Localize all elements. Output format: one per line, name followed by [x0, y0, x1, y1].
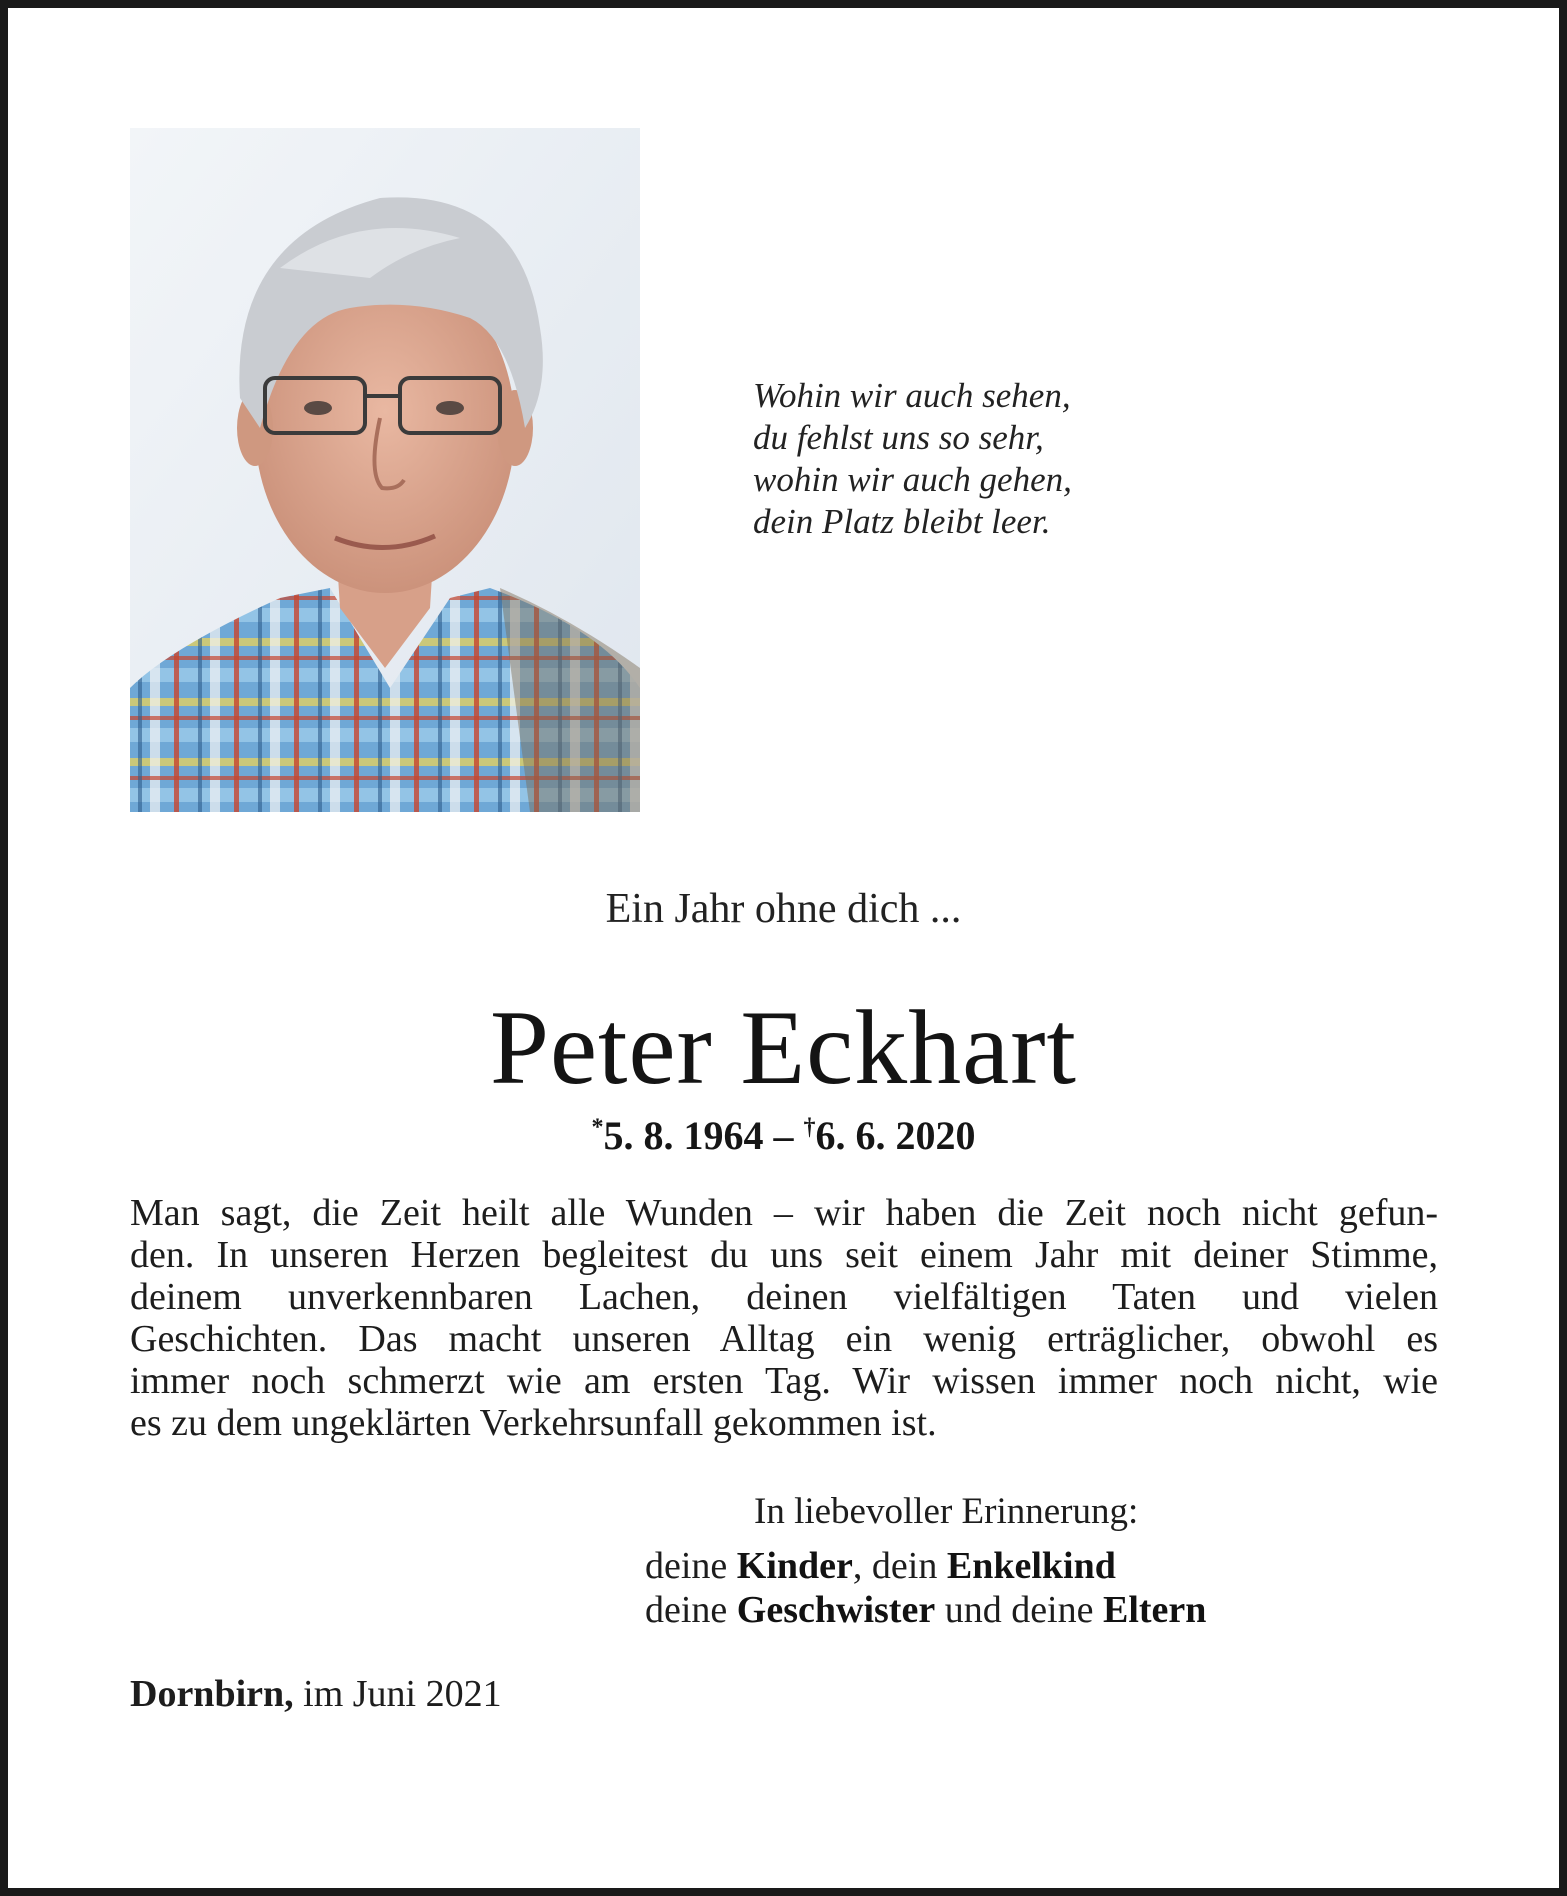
family-signature	[645, 1544, 1206, 1632]
death-date: 6. 6. 2020	[815, 1113, 976, 1158]
family-grandchild: Enkelkind	[946, 1545, 1116, 1587]
family-text: und deine	[935, 1589, 1103, 1631]
date-separator: –	[763, 1113, 804, 1158]
memorial-text	[130, 1192, 1438, 1444]
poem-line: du fehlst uns so sehr,	[753, 418, 1044, 457]
family-text: deine	[645, 1545, 737, 1587]
text-line: deinem unverkennbaren Lachen, deinen vielfältigen Taten und vielen	[130, 1276, 1438, 1318]
life-dates	[0, 1112, 1567, 1159]
poem-line: Wohin wir auch sehen,	[753, 376, 1071, 415]
text-line: es zu dem ungeklärten Verkehrsunfall gekommen ist.	[130, 1402, 937, 1444]
text-line: Geschichten. Das macht unseren Alltag ein wenig erträglicher, obwohl es	[130, 1318, 1438, 1360]
family-parents: Eltern	[1102, 1589, 1207, 1631]
family-text: , dein	[852, 1545, 947, 1587]
birth-date: 5. 8. 1964	[603, 1113, 764, 1158]
poem-line: dein Platz bleibt leer.	[753, 502, 1051, 541]
family-children: Kinder	[736, 1545, 853, 1587]
place-date	[130, 1672, 502, 1716]
text-line: Man sagt, die Zeit heilt alle Wunden – wir haben die Zeit noch nicht gefun-	[130, 1192, 1438, 1234]
family-line-1	[645, 1544, 1206, 1588]
family-line-2	[645, 1588, 1206, 1632]
intro-heading: Ein Jahr ohne dich ...	[605, 886, 962, 932]
poem-line: wohin wir auch gehen,	[753, 460, 1072, 499]
portrait-icon	[130, 128, 640, 812]
text-line: den. In unseren Herzen begleitest du uns seit einem Jahr mit deiner Stimme,	[130, 1234, 1438, 1276]
portrait-photo	[130, 128, 640, 812]
death-symbol: †	[803, 1114, 816, 1141]
publish-date: im Juni 2021	[293, 1673, 502, 1715]
remembrance-line: In liebevoller Erinnerung:	[754, 1491, 1139, 1532]
deceased-name: Peter Eckhart	[490, 989, 1077, 1106]
text-line: immer noch schmerzt wie am ersten Tag. Wir wissen immer noch nicht, wie	[130, 1360, 1438, 1402]
city: Dornbirn,	[130, 1673, 294, 1715]
family-text: deine	[645, 1589, 737, 1631]
birth-symbol: *	[591, 1114, 604, 1141]
poem	[753, 375, 1072, 543]
family-siblings: Geschwister	[736, 1589, 936, 1631]
